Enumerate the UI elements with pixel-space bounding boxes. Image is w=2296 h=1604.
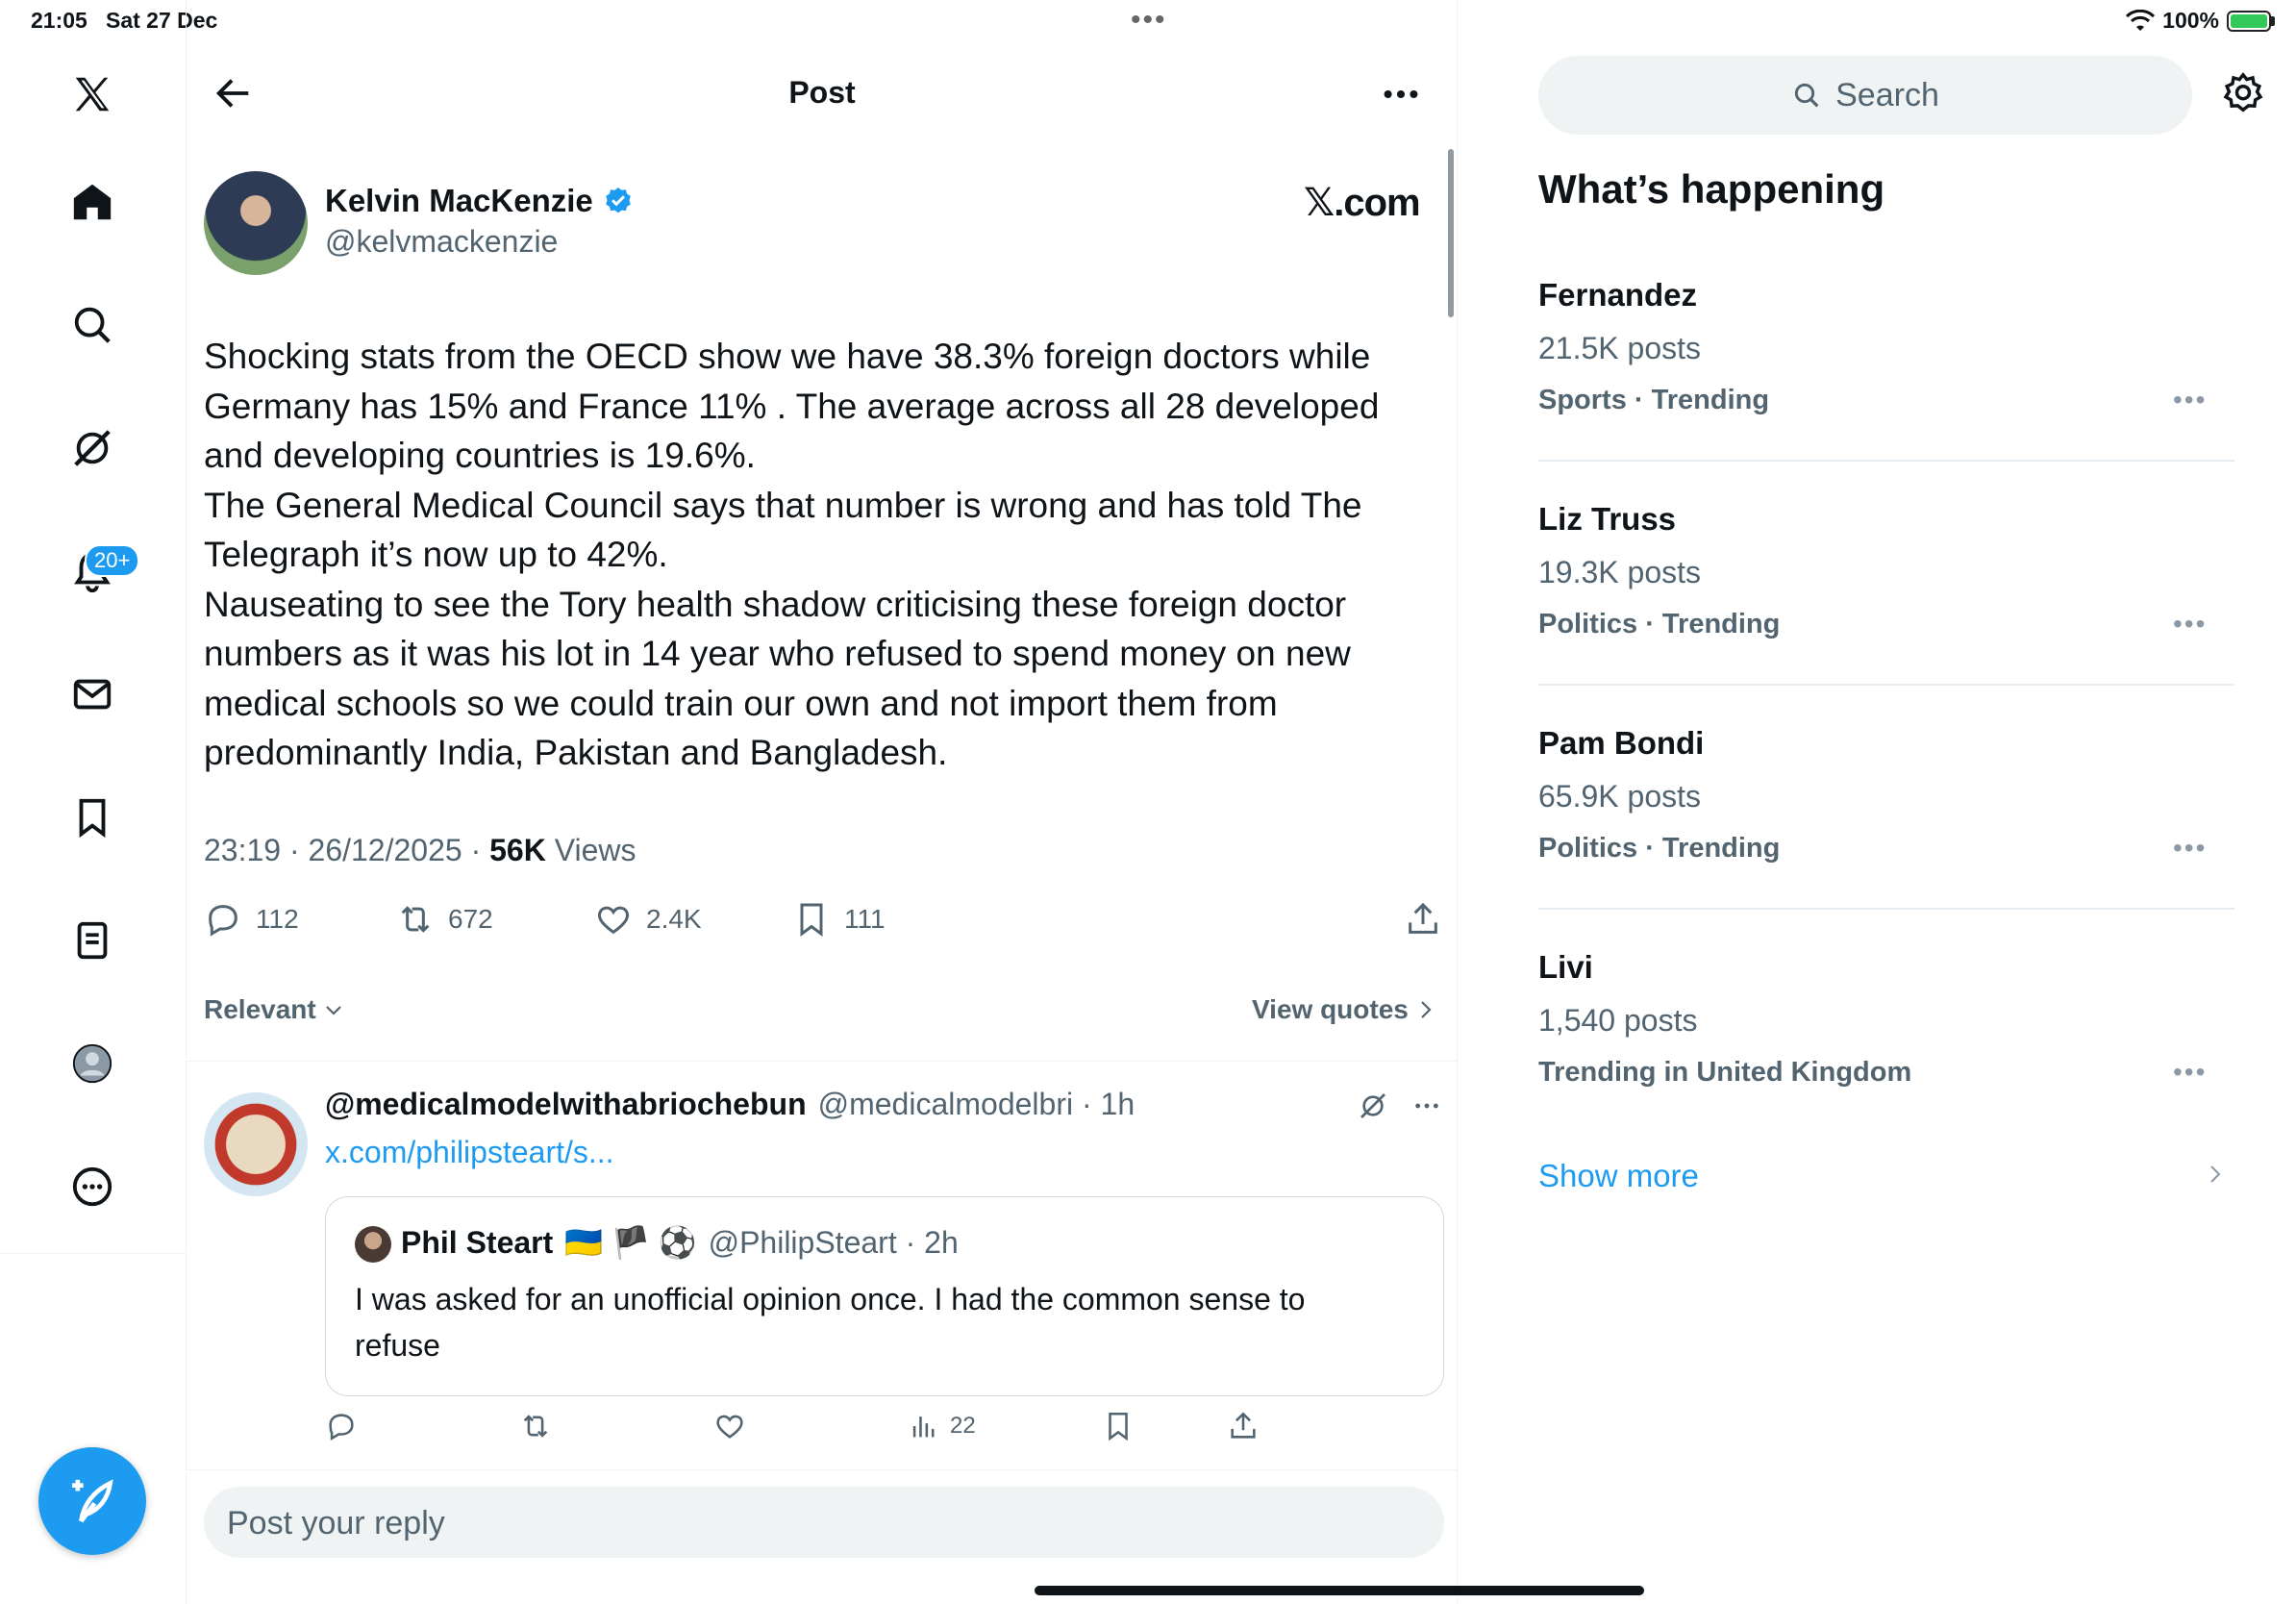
reply-header <box>325 1087 1135 1122</box>
quote-header <box>401 1224 959 1261</box>
post-line: predominantly India, Pakistan and Bangladesh. <box>204 733 948 772</box>
reply-share-button[interactable] <box>1227 1410 1260 1442</box>
reply-author-name[interactable]: @medicalmodelwithabriochebun <box>325 1087 807 1121</box>
trend-item[interactable] <box>1538 949 2234 1172</box>
bookmark-icon <box>1102 1410 1135 1442</box>
scrollbar[interactable] <box>1448 149 1454 317</box>
trend-post-count: 19.3K posts <box>1538 555 1701 589</box>
reply-link[interactable]: x.com/philipsteart/s... <box>325 1135 614 1169</box>
settings-button[interactable] <box>2221 71 2265 120</box>
post-actions <box>204 900 1444 948</box>
verified-badge-icon <box>603 186 634 216</box>
post-line: numbers as it was his lot in 14 year who refused to spend money on new <box>204 634 1351 673</box>
right-sidebar <box>1458 0 2296 1604</box>
chevron-right-icon <box>2206 1160 2225 1193</box>
post-line: Shocking stats from the OECD show we have 38.3% foreign doctors while <box>204 337 1371 376</box>
home-icon[interactable] <box>62 171 123 233</box>
views-chart-icon <box>908 1410 940 1442</box>
bookmark-count: 111 <box>844 904 886 934</box>
lists-icon[interactable] <box>62 910 123 971</box>
chevron-right-icon <box>1416 998 1435 1021</box>
author-name-row[interactable] <box>325 183 634 219</box>
reply-more-icon[interactable] <box>1411 1094 1442 1117</box>
battery-percent: 100% <box>2162 8 2219 33</box>
reply-icon <box>204 900 242 939</box>
reply-icon <box>325 1410 358 1442</box>
quote-text <box>355 1276 1422 1368</box>
side-nav <box>0 0 187 1604</box>
search-input[interactable] <box>1538 56 2192 135</box>
reply-input[interactable]: Post your reply <box>204 1487 1444 1558</box>
compose-post-button[interactable] <box>38 1447 146 1555</box>
whats-happening-title: What’s happening <box>1538 166 1885 212</box>
search-placeholder: Search <box>1835 76 1939 113</box>
views-label: Views <box>545 833 636 867</box>
trend-post-count: 21.5K posts <box>1538 331 1701 365</box>
post-line: The General Medical Council says that number is wrong and has told The <box>204 485 1362 525</box>
reply-count: 112 <box>256 904 299 934</box>
author-avatar[interactable] <box>204 171 308 275</box>
quote-author-handle: @PhilipSteart · 2h <box>708 1225 959 1260</box>
bookmarks-icon[interactable] <box>62 787 123 848</box>
ellipsis-icon <box>1379 77 1423 112</box>
trend-name: Pam Bondi <box>1538 725 1705 761</box>
trend-category: Politics · Trending <box>1538 609 1781 639</box>
quote-author-flags: 🇺🇦 🏴 ⚽ <box>564 1225 697 1260</box>
post-line: Germany has 15% and France 11% . The average across all 28 developed <box>204 386 1380 426</box>
quote-author-avatar <box>355 1226 391 1263</box>
gear-icon <box>2221 71 2265 115</box>
x-logo-icon[interactable] <box>62 63 123 125</box>
author-name[interactable]: Kelvin MacKenzie <box>325 183 593 218</box>
quoted-post-card[interactable] <box>325 1196 1444 1396</box>
trend-name: Fernandez <box>1538 277 1698 313</box>
trend-category: Sports · Trending <box>1538 385 1770 415</box>
post-more-button[interactable] <box>1379 77 1423 116</box>
nav-divider <box>0 1253 187 1254</box>
grok-icon[interactable] <box>1358 1090 1388 1121</box>
trend-category: Politics · Trending <box>1538 833 1781 864</box>
post-line: medical schools so we could train our own and not import them from <box>204 683 1278 723</box>
profile-avatar-icon[interactable] <box>62 1033 123 1094</box>
bookmark-icon <box>792 900 831 939</box>
heart-icon <box>594 900 633 939</box>
show-more-link[interactable]: Show more <box>1538 1158 1699 1193</box>
quote-author-name: Phil Steart <box>401 1225 554 1260</box>
reply-button[interactable] <box>204 900 299 939</box>
post-text <box>204 332 1444 778</box>
reply-sort-label: Relevant <box>204 994 316 1024</box>
share-icon <box>1227 1410 1260 1442</box>
share-button[interactable] <box>1404 900 1442 939</box>
heart-icon <box>713 1410 746 1442</box>
trend-item[interactable] <box>1538 501 2234 724</box>
status-time-date: 21:05 Sat 27 Dec <box>31 8 218 33</box>
reply-views-button[interactable] <box>908 1410 976 1442</box>
messages-icon[interactable] <box>62 664 123 725</box>
views-count: 56K <box>489 833 546 867</box>
post-metadata <box>204 833 636 868</box>
divider <box>1538 908 2234 910</box>
post-line: and developing countries is 19.6%. <box>204 436 756 475</box>
grok-icon[interactable] <box>62 417 123 479</box>
divider <box>187 1061 1458 1062</box>
search-icon <box>1791 80 1822 111</box>
reply-author-avatar[interactable] <box>204 1092 308 1196</box>
feather-plus-icon <box>65 1474 119 1528</box>
post-line: Nauseating to see the Tory health shadow criticising these foreign doctor <box>204 584 1347 624</box>
trend-more-icon[interactable]: ••• <box>2173 1057 2208 1087</box>
trend-item[interactable] <box>1538 277 2234 500</box>
divider <box>1538 684 2234 686</box>
reply-sort-dropdown[interactable] <box>204 994 345 1025</box>
trend-post-count: 1,540 posts <box>1538 1003 1698 1038</box>
reply-header-icons <box>1358 1090 1442 1121</box>
divider <box>1538 460 2234 462</box>
trend-more-icon[interactable]: ••• <box>2173 833 2208 863</box>
view-quotes-link[interactable] <box>1252 994 1435 1025</box>
multitasking-dots[interactable]: ••• <box>1131 4 1167 36</box>
search-nav-icon[interactable] <box>62 294 123 356</box>
repost-count: 672 <box>448 904 493 934</box>
share-icon <box>1404 900 1442 939</box>
reply-like-button[interactable] <box>713 1410 746 1442</box>
reply-author-handle[interactable]: @medicalmodelbri · 1h <box>817 1087 1136 1121</box>
repost-icon <box>396 900 435 939</box>
post-line: Telegraph it’s now up to 42%. <box>204 535 668 574</box>
more-options-icon[interactable] <box>62 1156 123 1217</box>
trend-more-icon[interactable]: ••• <box>2173 385 2208 414</box>
like-count: 2.4K <box>646 904 702 934</box>
repost-icon <box>519 1410 552 1442</box>
reply-bookmark-button[interactable] <box>1102 1410 1135 1442</box>
view-quotes-label: View quotes <box>1252 994 1409 1024</box>
bookmark-button[interactable] <box>792 900 886 939</box>
post-timestamp[interactable]: 23:19 · 26/12/2025 · <box>204 833 490 867</box>
reply-reply-button[interactable] <box>325 1410 358 1442</box>
quote-line: I was asked for an unofficial opinion once. I had the common sense to <box>355 1282 1306 1316</box>
post-detail-column <box>187 0 1458 1604</box>
like-button[interactable] <box>594 900 702 939</box>
reply-view-count: 22 <box>950 1413 976 1439</box>
repost-button[interactable] <box>396 900 493 939</box>
reply-repost-button[interactable] <box>519 1410 552 1442</box>
notification-badge: 20+ <box>85 544 139 577</box>
quote-line: refuse <box>355 1328 440 1363</box>
trend-category: Trending in United Kingdom <box>1538 1057 1912 1088</box>
page-title: Post <box>788 75 856 110</box>
author-handle[interactable]: @kelvmackenzie <box>325 224 559 259</box>
source-label: 𝕏.com <box>1304 182 1420 224</box>
chevron-down-icon <box>322 998 345 1021</box>
reply-actions <box>325 1410 1444 1452</box>
trend-name: Liz Truss <box>1538 501 1677 537</box>
trend-item[interactable] <box>1538 725 2234 948</box>
divider <box>187 1469 1458 1470</box>
trend-more-icon[interactable]: ••• <box>2173 609 2208 639</box>
trend-post-count: 65.9K posts <box>1538 779 1701 814</box>
trend-name: Livi <box>1538 949 1593 985</box>
